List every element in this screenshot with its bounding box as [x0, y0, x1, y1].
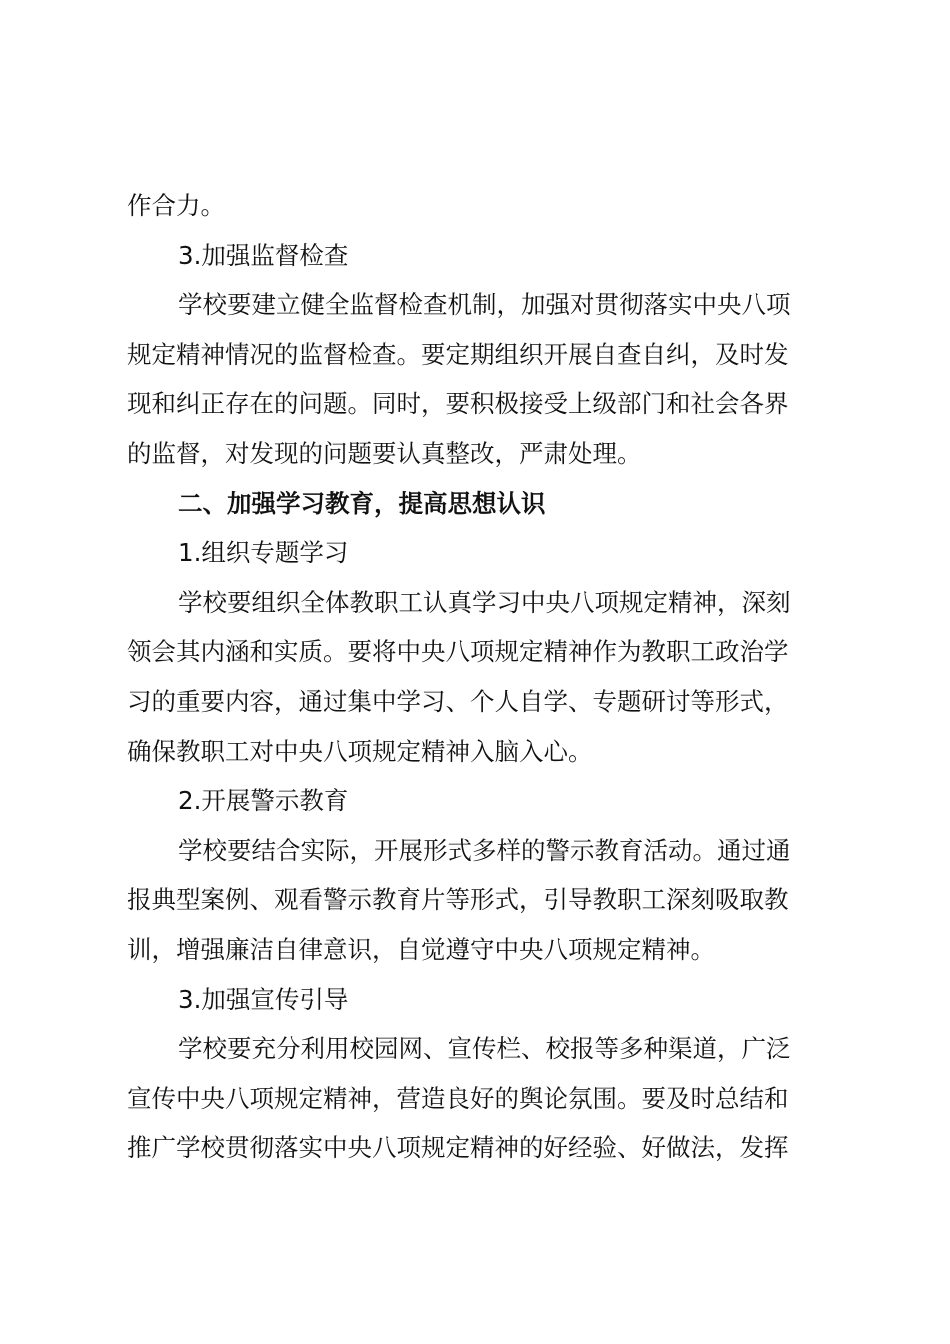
- text-line: 训，增强廉洁自律意识，自觉遵守中央八项规定精神。: [127, 934, 715, 964]
- text-line: 宣传中央八项规定精神，营造良好的舆论氛围。要及时总结和: [127, 1083, 789, 1113]
- text-line: 领会其内涵和实质。要将中央八项规定精神作为教职工政治学: [127, 637, 789, 667]
- text-line: 学校要建立健全监督检查机制，加强对贯彻落实中央八项: [178, 290, 791, 320]
- text-line: 学校要充分利用校园网、宣传栏、校报等多种渠道，广泛: [178, 1034, 791, 1064]
- document-body: [127, 181, 833, 1173]
- text-line: 作合力。: [127, 191, 225, 220]
- text-line: 2.开展警示教育: [178, 786, 349, 816]
- section-heading: 二、加强学习教育，提高思想认识: [178, 488, 546, 518]
- text-line: 现和纠正存在的问题。同时，要积极接受上级部门和社会各界: [127, 389, 789, 419]
- text-line: 规定精神情况的监督检查。要定期组织开展自查自纠，及时发: [127, 339, 789, 369]
- text-line: 确保教职工对中央八项规定精神入脑入心。: [127, 736, 593, 766]
- text-line: 学校要结合实际，开展形式多样的警示教育活动。通过通: [178, 835, 791, 865]
- text-line: 3.加强监督检查: [178, 240, 349, 270]
- text-line: 1.组织专题学习: [178, 538, 349, 568]
- text-line: 3.加强宣传引导: [178, 984, 349, 1014]
- text-line: 报典型案例、观看警示教育片等形式，引导教职工深刻吸取教: [127, 885, 789, 915]
- text-line: 习的重要内容，通过集中学习、个人自学、专题研讨等形式，: [127, 686, 789, 716]
- text-line: 推广学校贯彻落实中央八项规定精神的好经验、好做法，发挥: [127, 1133, 789, 1163]
- text-line: 学校要组织全体教职工认真学习中央八项规定精神，深刻: [178, 587, 791, 617]
- text-line: 的监督，对发现的问题要认真整改，严肃处理。: [127, 438, 642, 468]
